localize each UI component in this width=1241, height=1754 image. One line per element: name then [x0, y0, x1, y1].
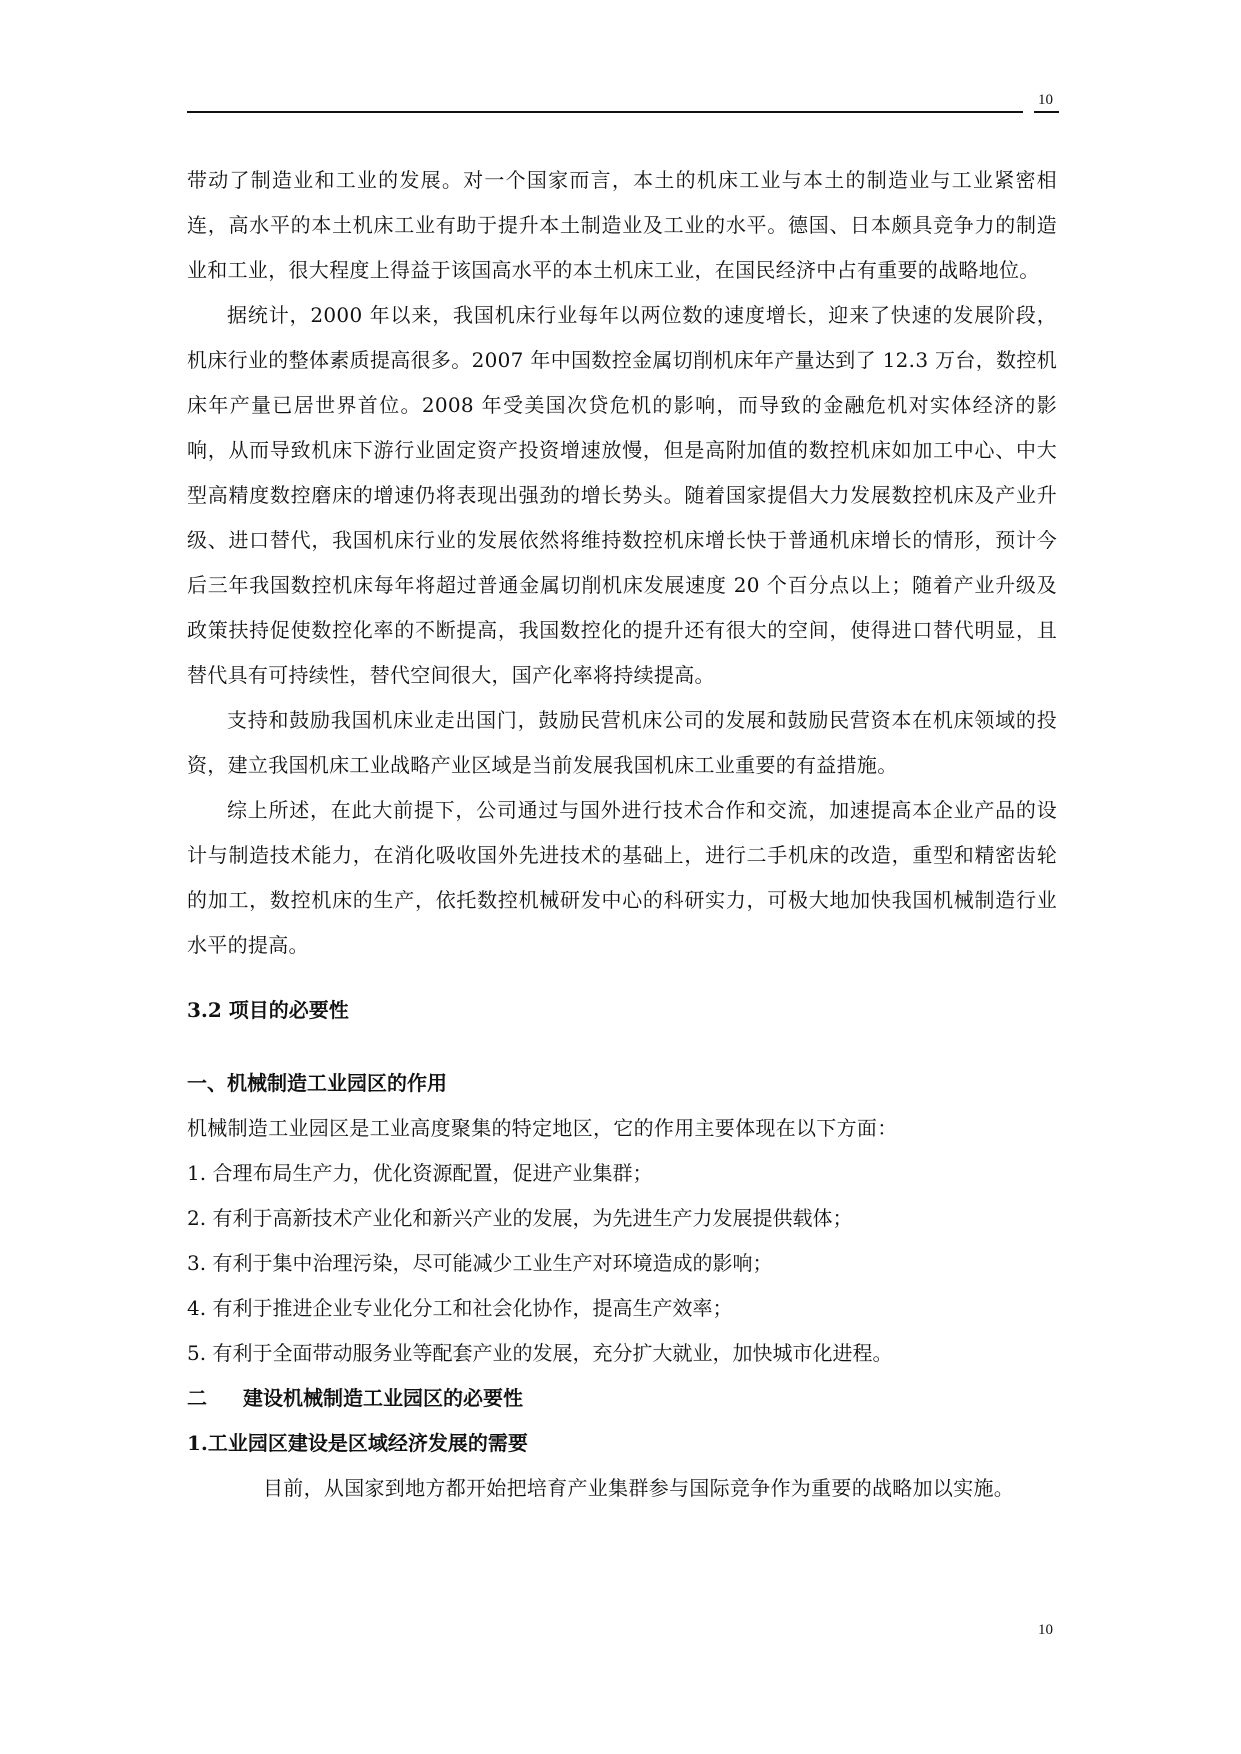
header-rule	[187, 111, 1023, 113]
paragraph-3: 支持和鼓励我国机床业走出国门，鼓励民营机床公司的发展和鼓励民营资本在机床领域的投资，建立我国机床工业战略产业区域是当前发展我国机床工业重要的有益措施。	[187, 708, 1057, 777]
intro-line: 机械制造工业园区是工业高度聚集的特定地区，它的作用主要体现在以下方面：	[187, 1116, 898, 1140]
subheading-regional-economy: 1.工业园区建设是区域经济发展的需要	[187, 1431, 528, 1455]
list-item: 3. 有利于集中治理污染，尽可能减少工业生产对环境造成的影响；	[187, 1251, 773, 1275]
list-item: 2. 有利于高新技术产业化和新兴产业的发展，为先进生产力发展提供载体；	[187, 1206, 853, 1230]
subheading-necessity-number: 二	[187, 1386, 207, 1410]
header-page-number-underline	[1034, 111, 1059, 113]
list-item: 5. 有利于全面带动服务业等配套产业的发展，充分扩大就业，加快城市化进程。	[187, 1341, 893, 1365]
header-page-number: 10	[1038, 92, 1053, 108]
footer-page-number: 10	[1038, 1622, 1053, 1638]
list-item: 1. 合理布局生产力，优化资源配置，促进产业集群；	[187, 1161, 653, 1185]
list-item: 4. 有利于推进企业专业化分工和社会化协作，提高生产效率；	[187, 1296, 733, 1320]
paragraph-2: 据统计，2000 年以来，我国机床行业每年以两位数的速度增长，迎来了快速的发展阶段，机床行业的整体素质提高很多。2007 年中国数控金属切削机床年产量达到了 12.3 万台，数控机床年产量已居世界首位。2008 年受美国次贷危机的影响，而导致的金融危机对实体经济的影响，从而导致机床下游行业固定资产投资增速放慢，但是高附加值的数控机床如加工中心、中大型高精度数控磨床的增速仍将表现出强劲的增长势头。随着国家提倡大力发展数控机床及产业升级、进口替代，我国机床行业的发展依然将维持数控机床增长快于普通机床增长的情形，预计今后三年我国数控机床每年将超过普通金属切削机床发展速度 20 个百分点以上；随着产业升级及政策扶持促使数控化率的不断提高，我国数控化的提升还有很大的空间，使得进口替代明显，且替代具有可持续性，替代空间很大，国产化率将持续提高。	[187, 303, 1057, 687]
last-paragraph: 目前，从国家到地方都开始把培育产业集群参与国际竞争作为重要的战略加以实施。	[263, 1476, 1015, 1500]
subheading-necessity-text: 建设机械制造工业园区的必要性	[243, 1386, 523, 1410]
paragraph-4: 综上所述，在此大前提下，公司通过与国外进行技术合作和交流，加速提高本企业产品的设计与制造技术能力，在消化吸收国外先进技术的基础上，进行二手机床的改造，重型和精密齿轮的加工，数控机床的生产，依托数控机械研发中心的科研实力，可极大地加快我国机械制造行业水平的提高。	[187, 798, 1057, 957]
section-heading: 3.2 项目的必要性	[187, 998, 349, 1022]
subheading-role: 一、机械制造工业园区的作用	[187, 1071, 447, 1095]
page-body	[187, 158, 1057, 1511]
subheading-necessity	[187, 1376, 1057, 1421]
paragraph-1: 带动了制造业和工业的发展。对一个国家而言，本土的机床工业与本土的制造业与工业紧密相连，高水平的本土机床工业有助于提升本土制造业及工业的水平。德国、日本颇具竞争力的制造业和工业，很大程度上得益于该国高水平的本土机床工业，在国民经济中占有重要的战略地位。	[187, 168, 1057, 282]
